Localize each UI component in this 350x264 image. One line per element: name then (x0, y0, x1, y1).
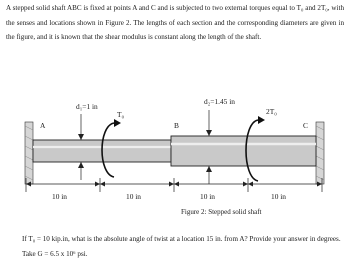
label-torque-1: T₀ (117, 110, 125, 119)
left-wall (25, 122, 33, 184)
label-diameter-1: d₁=1 in (76, 102, 98, 111)
label-c: C (303, 121, 308, 130)
length-label-4: 10 in (271, 192, 286, 201)
shaft-segment-bc (171, 136, 316, 166)
figure-caption: Figure 2: Stepped solid shaft (181, 208, 262, 216)
length-label-3: 10 in (200, 192, 215, 201)
problem-question-text: If T₀ = 10 kip.in, what is the absolute angle of twist at a location 15 in. from A? Provide your answer in degrees. Take G = 6.5 x 10⁶ psi. (22, 235, 341, 258)
length-dimension-line (26, 178, 322, 192)
label-diameter-2: d₂=1.45 in (204, 97, 235, 106)
label-torque-2: 2T₀ (266, 107, 277, 116)
right-wall (316, 122, 324, 184)
problem-intro-text: A stepped solid shaft ABC is fixed at points A and C and is subjected to two external torques equal to T₀ and 2T₀, with the senses and locations shown in Figure 2. The lengths of each section and the corresponding diameters are given in the figure, and it is known that the shear modulus is constant along the length of the shaft. (6, 4, 344, 41)
label-a: A (40, 121, 46, 130)
length-label-2: 10 in (126, 192, 141, 201)
length-label-1: 10 in (52, 192, 67, 201)
label-b: B (174, 121, 179, 130)
